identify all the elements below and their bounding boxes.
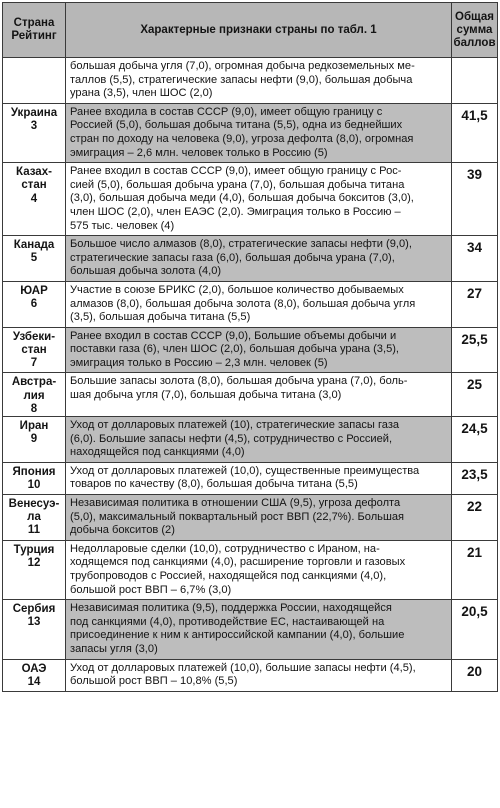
country-name: Сербия xyxy=(12,603,56,616)
header-total-label-1: Общая xyxy=(455,10,494,23)
table-row xyxy=(3,417,498,463)
header-total-label-2: сумма xyxy=(456,23,493,36)
features-text-line: сией (5,0), большая добыча урана (7,0), большая добыча титана xyxy=(70,178,405,191)
total-score-cell xyxy=(452,540,498,599)
total-score-cell xyxy=(452,495,498,541)
rating-number: 14 xyxy=(27,675,41,688)
table-row xyxy=(3,58,498,104)
country-rating-cell xyxy=(3,236,66,282)
features-text-line: (6,0). Большие запасы нефти (4,5), сотрудничество с Россией, xyxy=(70,432,393,445)
total-score-cell xyxy=(452,236,498,282)
country-rating-cell xyxy=(3,163,66,236)
features-text-line: Независимая политика в отношении США (9,5), угроза дефолта xyxy=(70,497,401,510)
header-total xyxy=(452,3,498,58)
country-rating-cell xyxy=(3,600,66,659)
country-rating-cell xyxy=(3,659,66,691)
features-text-line: Ранее входил в состав СССР (9,0), имеет общую границу с Рос- xyxy=(70,165,402,178)
features-text-line: большой рост ВВП – 10,8% (5,5) xyxy=(70,675,238,688)
country-name: Австра- xyxy=(11,376,57,389)
country-rating-cell xyxy=(3,103,66,162)
rating-number: 8 xyxy=(30,402,38,415)
total-score: 21 xyxy=(466,544,483,560)
features-text-line: поставки газа (6), член ШОС (2,0), большая добыча урана (3,5), xyxy=(70,343,400,356)
features-text-line: 575 тыс. человек (4) xyxy=(70,219,175,232)
header-total-label-3: баллов xyxy=(453,36,496,49)
rating-number: 6 xyxy=(30,298,38,311)
features-text-line: (3,5), большая добыча титана (5,5) xyxy=(70,311,251,324)
total-score: 25 xyxy=(466,377,483,393)
features-text-line: Ранее входила в состав СССР (9,0), имеет общую границу с xyxy=(70,105,383,118)
rating-number: 7 xyxy=(30,357,38,370)
total-score-cell xyxy=(452,462,498,494)
features-text-line: Ранее входил в состав СССР (9,0), Большие объемы добычи и xyxy=(70,329,397,342)
total-score: 20,5 xyxy=(461,604,488,620)
features-cell xyxy=(66,58,452,104)
features-text-line: стран по доходу на человека (9,0), угроза дефолта (8,0), огромная xyxy=(70,132,414,145)
country-name: Венесуэ- xyxy=(8,498,60,511)
features-text-line: член ШОС (2,0), член ЕАЭС (2,0). Эмиграция только в Россию – xyxy=(70,205,401,218)
header-country-rating xyxy=(3,3,66,58)
features-text-line: Независимая политика (9,5), поддержка России, находящейся xyxy=(70,602,392,615)
table-row xyxy=(3,373,498,417)
features-text-line: трубопроводов с Россией, находящейся под санкциями (4,0), xyxy=(70,570,387,583)
country-rating-cell xyxy=(3,495,66,541)
features-cell xyxy=(66,163,452,236)
features-text-line: шая добыча угля (7,0), большая добыча титана (3,0) xyxy=(70,389,342,402)
table-row xyxy=(3,281,498,327)
total-score-cell xyxy=(452,327,498,373)
total-score: 25,5 xyxy=(461,331,488,347)
table-row xyxy=(3,327,498,373)
total-score: 24,5 xyxy=(461,421,488,437)
rating-number: 3 xyxy=(30,119,38,132)
table-row xyxy=(3,103,498,162)
table-row xyxy=(3,462,498,494)
header-features-label: Характерные признаки страны по табл. 1 xyxy=(140,23,377,36)
total-score-cell xyxy=(452,103,498,162)
features-text-line: Большие запасы золота (8,0), большая добыча урана (7,0), боль- xyxy=(70,375,408,388)
features-cell xyxy=(66,659,452,691)
features-cell xyxy=(66,600,452,659)
features-text-line: эмиграция только в Россию – 2,3 млн. человек (5) xyxy=(70,356,328,369)
table-row xyxy=(3,495,498,541)
features-text-line: под санкциями (4,0), противодействие ЕС, настаивающей на xyxy=(70,615,385,628)
features-text-line: большая добыча угля (7,0), огромная добыча редкоземельных ме- xyxy=(70,60,415,72)
features-text-line: (5,0), максимальный поквартальный рост ВВП (22,7%). Большая xyxy=(70,510,405,523)
country-name: Канада xyxy=(13,239,55,252)
country-rating-cell xyxy=(3,281,66,327)
country-rating-table xyxy=(2,2,498,692)
total-score: 20 xyxy=(466,663,483,679)
features-cell xyxy=(66,495,452,541)
features-cell xyxy=(66,236,452,282)
country-name: Япония xyxy=(12,465,56,478)
features-text-line: большая добыча золота (4,0) xyxy=(70,265,222,278)
total-score-cell xyxy=(452,163,498,236)
features-text-line: запасы угля (3,0) xyxy=(70,642,158,655)
features-text-line: Россией (5,0), большая добыча титана (5,5), одна из беднейших xyxy=(70,119,403,132)
features-text-line: (3,0), большая добыча меди (4,0), большая добыча бокситов (3,0), xyxy=(70,192,414,205)
total-score-cell xyxy=(452,659,498,691)
features-text-line: товаров по качеству (8,0), большая добыча титана (5,5) xyxy=(70,478,358,491)
total-score-cell xyxy=(452,58,498,104)
features-text-line: Уход от долларовых платежей (10), стратегические запасы газа xyxy=(70,419,400,432)
features-cell xyxy=(66,462,452,494)
rating-number: 10 xyxy=(27,479,41,492)
country-name: лия xyxy=(23,389,45,402)
features-cell xyxy=(66,540,452,599)
features-cell xyxy=(66,327,452,373)
country-rating-cell xyxy=(3,373,66,417)
features-text-line: алмазов (8,0), большая добыча золота (8,0), большая добыча угля xyxy=(70,297,416,310)
rating-number: 5 xyxy=(30,252,38,265)
features-text-line: стратегические запасы газа (6,0), большая добыча урана (7,0), xyxy=(70,251,395,264)
total-score: 41,5 xyxy=(461,107,488,123)
rating-number: 11 xyxy=(27,524,41,537)
table-row xyxy=(3,600,498,659)
features-text-line: присоединение к ним к антироссийской кампании (4,0), большие xyxy=(70,629,405,642)
features-text-line: Участие в союзе БРИКС (2,0), большое количество добываемых xyxy=(70,283,404,296)
country-rating-cell xyxy=(3,327,66,373)
country-name: ла xyxy=(27,511,41,524)
features-text-line: эмиграция – 2,6 млн. человек только в Россию (5) xyxy=(70,146,328,159)
features-text-line: большой рост ВВП – 6,7% (3,0) xyxy=(70,583,232,596)
country-rating-cell xyxy=(3,462,66,494)
table-row xyxy=(3,163,498,236)
country-rating-cell xyxy=(3,417,66,463)
features-cell xyxy=(66,417,452,463)
features-cell xyxy=(66,281,452,327)
rating-number: 12 xyxy=(27,557,41,570)
country-name: Казах- xyxy=(16,166,52,179)
features-text-line: урана (3,5), член ШОС (2,0) xyxy=(70,87,213,100)
country-rating-cell xyxy=(3,58,66,104)
table-body xyxy=(3,58,498,692)
country-rating-cell xyxy=(3,540,66,599)
features-cell xyxy=(66,373,452,417)
features-text-line: находящейся под санкциями (4,0) xyxy=(70,446,245,459)
features-text-line: Уход от долларовых платежей (10,0), большие запасы нефти (4,5), xyxy=(70,661,416,674)
header-country-label: Страна xyxy=(13,17,55,29)
total-score: 39 xyxy=(466,167,483,183)
table-row xyxy=(3,236,498,282)
features-text-line: ходящемся под санкциями (4,0), расширение торговли и газовых xyxy=(70,556,406,569)
total-score-cell xyxy=(452,417,498,463)
country-name: Турция xyxy=(13,543,55,556)
features-text-line: Большое число алмазов (8,0), стратегические запасы нефти (9,0), xyxy=(70,238,412,251)
country-name: Иран xyxy=(19,420,49,433)
total-score: 27 xyxy=(466,285,483,301)
rating-number: 9 xyxy=(30,433,38,446)
total-score: 22 xyxy=(466,499,483,515)
total-score-cell xyxy=(452,373,498,417)
features-text-line: Недолларовые сделки (10,0), сотрудничество с Ираном, на- xyxy=(70,542,380,555)
features-cell xyxy=(66,103,452,162)
country-name: стан xyxy=(21,343,47,356)
total-score-cell xyxy=(452,600,498,659)
features-text-line: добыча бокситов (2) xyxy=(70,524,175,537)
table-row xyxy=(3,659,498,691)
table-header xyxy=(3,3,498,58)
header-features xyxy=(66,3,452,58)
country-name: Украина xyxy=(10,106,58,119)
country-name: Узбеки- xyxy=(12,330,56,343)
country-name: ЮАР xyxy=(20,284,48,297)
features-text-line: Уход от долларовых платежей (10,0), существенные преимущества xyxy=(70,464,420,477)
rating-number: 13 xyxy=(27,616,41,629)
header-rating-label: Рейтинг xyxy=(11,30,57,42)
rating-number: 4 xyxy=(30,192,38,205)
table-row xyxy=(3,540,498,599)
features-text-line: таллов (5,5), стратегические запасы нефти (9,0), большая добыча xyxy=(70,73,413,86)
total-score: 34 xyxy=(466,240,483,256)
total-score: 23,5 xyxy=(461,466,488,482)
total-score-cell xyxy=(452,281,498,327)
country-name: ОАЭ xyxy=(21,662,47,675)
country-name: стан xyxy=(21,179,47,192)
